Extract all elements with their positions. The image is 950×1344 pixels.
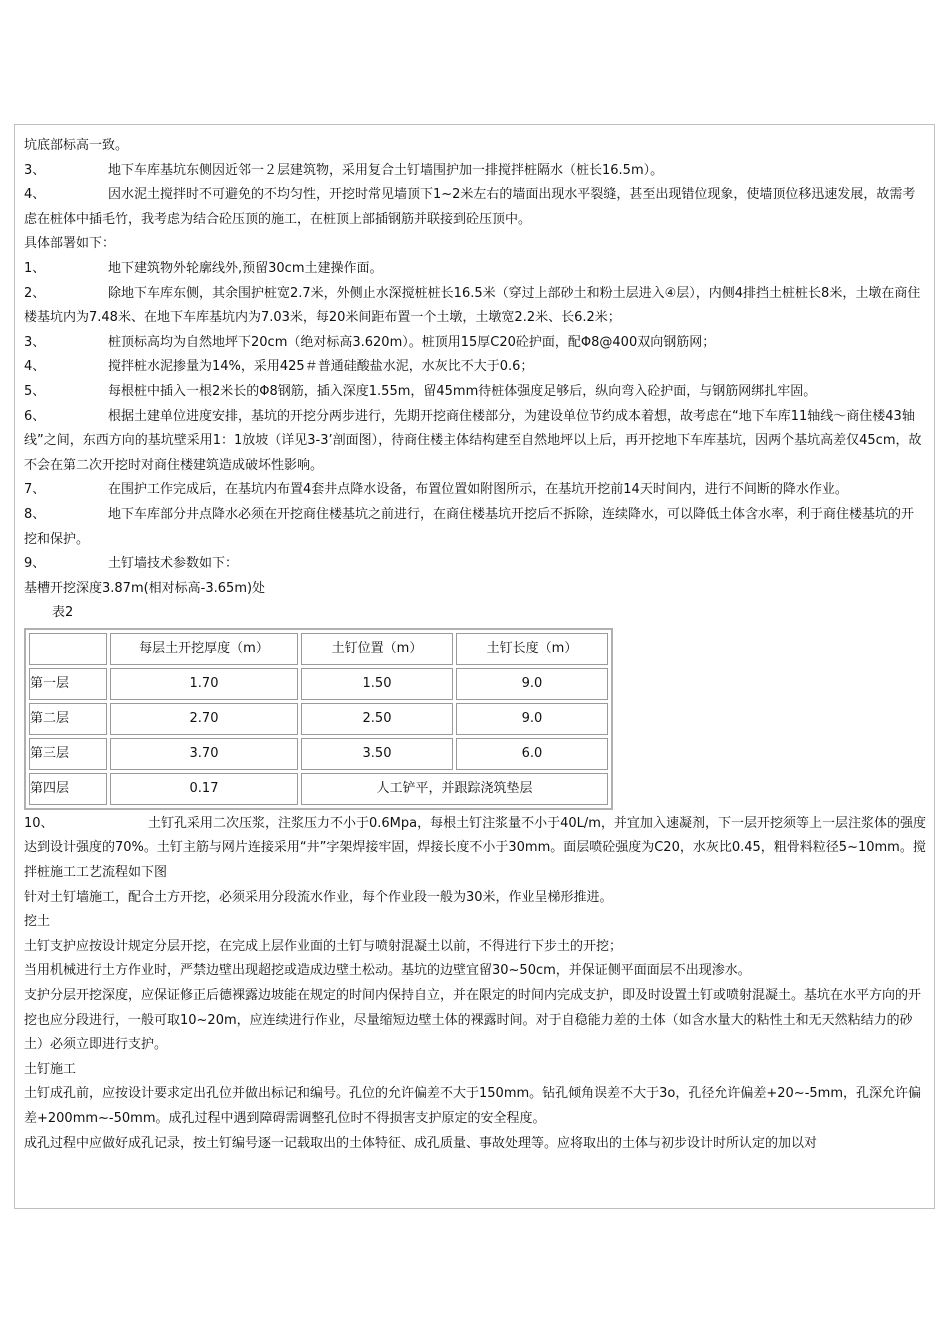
parameter-table [24,628,613,810]
row-label: 第一层 [29,668,107,700]
item-number: 10、 [24,815,54,831]
item-text: 搅拌桩水泥掺量为14%，采用425＃普通硅酸盐水泥，水灰比不大于0.6； [108,359,534,375]
table-header-row [29,633,608,665]
item-number: 2、 [24,285,46,301]
paragraph: 土钉成孔前，应按设计要求定出孔位并做出标记和编号。孔位的允许偏差不大于150mm。钻孔倾角误差不大于3o，孔径允许偏差+20~-5mm，孔深允许偏差+200mm~-50mm。成孔过程中遇到障碍需调整孔位时不得损害支护原定的安全程度。 [24,1086,921,1126]
item-text: 桩顶标高均为自然地坪下20cm（绝对标高3.620m）。桩顶用15厚C20砼护面，配Φ8@400双向钢筋网； [108,334,716,350]
item-text: 在围护工作完成后，在基坑内布置4套井点降水设备，布置位置如附图所示，在基坑开挖前14天时间内，进行不间断的降水作业。 [108,482,848,498]
table-cell: 2.50 [301,703,453,735]
table-row [29,668,608,700]
table-cell: 2.70 [110,703,298,735]
item-number: 8、 [24,506,46,522]
header-cell: 每层土开挖厚度（m） [110,633,298,665]
table-cell: 3.50 [301,738,453,770]
table-row [29,773,608,805]
list-item [24,355,926,380]
header-cell: 土钉长度（m） [456,633,608,665]
table-cell: 1.70 [110,668,298,700]
list-item [24,282,926,331]
table-cell: 3.70 [110,738,298,770]
paragraph: 支护分层开挖深度，应保证修正后德裸露边坡能在规定的时间内保持自立，并在限定的时间内完成支护，即及时设置土钉或喷射混凝土。基坑在水平方向的开挖也应分段进行，一般可取10~20m，应连续进行作业，尽量缩短边壁土体的裸露时间。对于自稳能力差的土体（如含水量大的粘性土和无天然粘结力的砂土）必须立即进行支护。 [24,988,922,1053]
intro-line: 坑底部标高一致。 [24,138,129,153]
list-item [24,380,926,405]
list-item [24,183,926,232]
table-cell: 9.0 [456,703,608,735]
item-number: 1、 [24,260,46,276]
paragraph: 当用机械进行土方作业时，严禁边壁出现超挖或造成边壁土松动。基坑的边壁宜留30~50cm，并保证侧平面面层不出现渗水。 [24,963,751,979]
section-heading: 挖土 [24,914,51,930]
list-item [24,331,926,356]
paragraph: 成孔过程中应做好成孔记录，按土钉编号逐一记载取出的土体特征、成孔质量、事故处理等。应将取出的土体与初步设计时所认定的加以对 [24,1135,818,1151]
item-number: 3、 [24,334,46,350]
item-text: 地下建筑物外轮廓线外,预留30cm土建操作面。 [108,260,383,276]
header-cell: 土钉位置（m） [301,633,453,665]
item-number: 3、 [24,162,46,178]
table-cell: 6.0 [456,738,608,770]
list-item [24,552,926,577]
table-cell-merged: 人工铲平，并跟踪浇筑垫层 [301,773,608,805]
row-label: 第二层 [29,703,107,735]
table-caption: 表2 [52,605,74,621]
item-number: 9、 [24,556,46,572]
table-cell: 0.17 [110,773,298,805]
paragraph: 针对土钉墙施工，配合土方开挖，必须采用分段流水作业，每个作业段一般为30米，作业呈梯形推进。 [24,889,613,905]
list-item [24,812,926,886]
item-number: 4、 [24,359,46,375]
depth-line: 基槽开挖深度3.87m(相对标高-3.65m)处 [24,580,266,596]
item-text: 根据土建单位进度安排，基坑的开挖分两步进行，先期开挖商住楼部分，为建设单位节约成本着想，故考虑在“地下车库11轴线～商住楼43轴线”之间，东西方向的基坑壁采用1：1放坡（详见3-3’剖面图），待商住楼主体结构建至自然地坪以上后，再开挖地下车库基坑，因两个基坑高差仅45cm，故不会在第二次开挖时对商住楼建筑造成破坏性影响。 [24,408,922,473]
list-item [24,159,926,184]
section-heading: 具体部署如下： [24,236,116,252]
item-number: 7、 [24,482,46,498]
paragraph: 土钉支护应按设计规定分层开挖，在完成上层作业面的土钉与喷射混凝土以前，不得进行下步土的开挖； [24,938,623,954]
table-cell: 9.0 [456,668,608,700]
item-number: 6、 [24,408,46,424]
item-text: 土钉孔采用二次压浆，注浆压力不小于0.6Mpa，每根土钉注浆量不小于40L/m，并宜加入速凝剂，下一层开挖须等上一层注浆体的强度达到设计强度的70%。土钉主筋与网片连接采用“井”字架焊接牢固，焊接长度不小于30mm。面层喷砼强度为C20，水灰比0.45，粗骨料粒径5~10mm。搅拌桩施工工艺流程如下图 [24,815,926,881]
section-heading: 土钉施工 [24,1061,77,1077]
item-number: 5、 [24,383,46,399]
table-cell: 1.50 [301,668,453,700]
item-number: 4、 [24,187,46,203]
table-row [29,703,608,735]
row-label: 第四层 [29,773,107,805]
list-item [24,257,926,282]
list-item [24,503,926,552]
item-text: 土钉墙技术参数如下： [108,556,239,572]
item-text: 地下车库部分井点降水必须在开挖商住楼基坑之前进行，在商住楼基坑开挖后不拆除，连续降水，可以降低土体含水率，利于商住楼基坑的开挖和保护。 [24,506,915,547]
item-text: 地下车库基坑东侧因近邻一２层建筑物，采用复合土钉墙围护加一排搅拌桩隔水（桩长16.5m）。 [108,162,664,178]
header-cell [29,633,107,665]
table-row [29,738,608,770]
row-label: 第三层 [29,738,107,770]
item-text: 每根桩中插入一根2米长的Φ8钢筋，插入深度1.55m，留45mm待桩体强度足够后，纵向弯入砼护面，与钢筋网绑扎牢固。 [108,383,817,399]
item-text: 因水泥土搅拌时不可避免的不均匀性，开挖时常见墙顶下1~2米左右的墙面出现水平裂缝，甚至出现错位现象，使墙顶位移迅速发展，故需考虑在桩体中插毛竹，我考虑为结合砼压顶的施工，在桩顶上部插钢筋并联接到砼压顶中。 [24,187,916,227]
document-body [24,134,926,1156]
list-item [24,405,926,479]
item-text: 除地下车库东侧，其余围护桩宽2.7米，外侧止水深搅桩桩长16.5米（穿过上部砂土和粉土层进入④层），内侧4排挡土桩桩长8米，土墩在商住楼基坑内为7.48米、在地下车库基坑内为7.03米，每20米间距布置一个土墩，土墩宽2.2米、长6.2米； [24,285,921,326]
list-item [24,478,926,503]
